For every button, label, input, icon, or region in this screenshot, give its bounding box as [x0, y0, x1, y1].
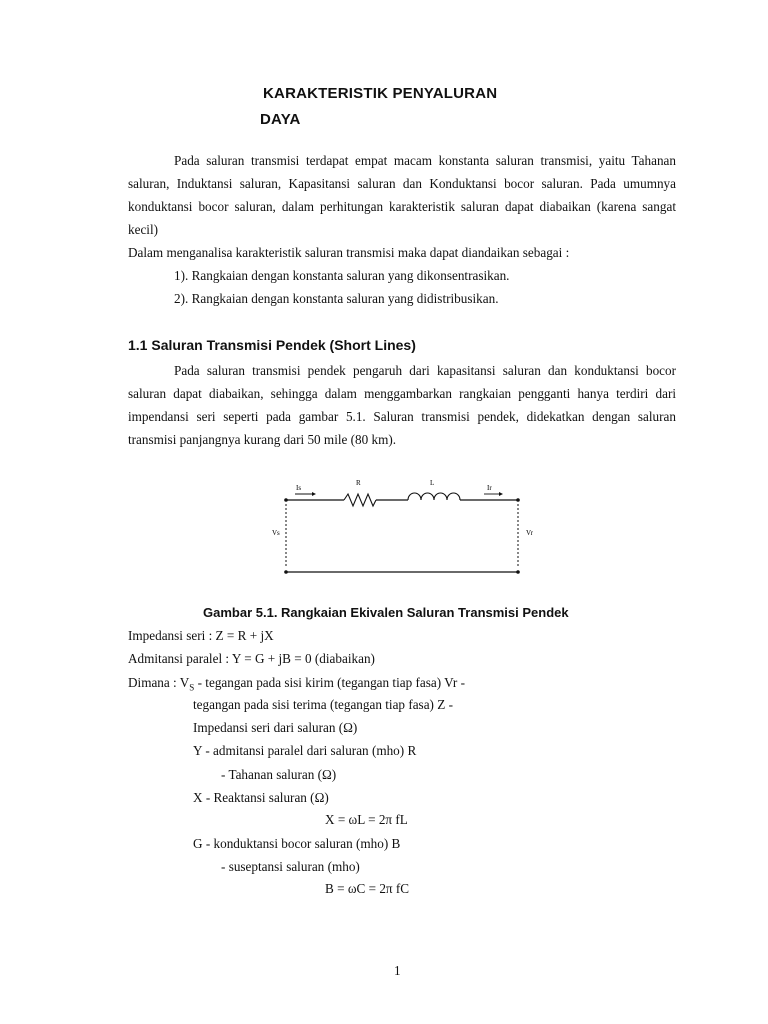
inductor-l	[408, 493, 460, 500]
dimana-prefix: Dimana : V	[128, 675, 190, 690]
eq-line-10: B = ωC = 2π fC	[325, 881, 410, 896]
dimana-subscript: S	[189, 682, 195, 693]
label-is: Is	[296, 484, 302, 492]
section-text: Pada saluran transmisi pendek pengaruh dari kapasitansi saluran dan konduktansi bocor saluran dapat diabaikan, sehingga dalam menggambarkan rangkaian pengganti hanya terdiri dari impendansi seri seperti pada gambar 5.1. Saluran transmisi pendek, didekatkan dengan saluran transmisi panjangnya kurang dari 50 mile (80 km).	[128, 363, 676, 447]
page-number: 1	[394, 963, 401, 978]
label-l: L	[430, 479, 435, 487]
label-vs: Vs	[272, 529, 280, 537]
eq-dimana	[128, 675, 465, 693]
eq-line-8: G - konduktansi bocor saluran (mho) B	[193, 836, 401, 851]
eq-impedansi: Impedansi seri : Z = R + jX	[128, 628, 274, 643]
ir-arrow-head	[499, 492, 503, 496]
eq-line-9: - suseptansi saluran (mho)	[221, 859, 360, 874]
intro-text: Pada saluran transmisi terdapat empat macam konstanta saluran transmisi, yaitu Tahanan saluran, Induktansi saluran, Kapasitansi saluran dan Konduktansi bocor saluran. Pada umumnya konduktansi bocor saluran, dalam perhitungan karakteristik saluran dapat diabaikan (karena sangat kecil)	[128, 153, 676, 237]
section-heading: 1.1 Saluran Transmisi Pendek (Short Lines)	[128, 337, 416, 353]
label-r: R	[356, 479, 361, 487]
figure-caption: Gambar 5.1. Rangkaian Ekivalen Saluran Transmisi Pendek	[203, 605, 569, 620]
eq-line-7: X = ωL = 2π fL	[325, 812, 408, 827]
node-bottom-left	[284, 570, 288, 574]
dimana-rest: - tegangan pada sisi kirim (tegangan tiap fasa) Vr -	[194, 675, 465, 690]
node-top-right	[516, 498, 520, 502]
node-bottom-right	[516, 570, 520, 574]
eq-line-4: Y - admitansi paralel dari saluran (mho) R	[193, 743, 417, 758]
eq-line-5: - Tahanan saluran (Ω)	[221, 767, 337, 782]
node-top-left	[284, 498, 288, 502]
intro-lead: Dalam menganalisa karakteristik saluran transmisi maka dapat diandaikan sebagai :	[128, 245, 570, 260]
title-line-2: DAYA	[260, 111, 301, 128]
eq-line-6: X - Reaktansi saluran (Ω)	[193, 790, 329, 805]
label-ir: Ir	[487, 484, 492, 492]
resistor-r	[344, 494, 376, 506]
intro-item-1: 1). Rangkaian dengan konstanta saluran yang dikonsentrasikan.	[174, 268, 510, 283]
eq-admitansi: Admitansi paralel : Y = G + jB = 0 (diabaikan)	[128, 651, 375, 666]
label-vr: Vr	[526, 529, 533, 537]
title-line-1: KARAKTERISTIK PENYALURAN	[263, 85, 498, 102]
intro-item-2: 2). Rangkaian dengan konstanta saluran yang didistribusikan.	[174, 291, 499, 306]
eq-line-2: tegangan pada sisi terima (tegangan tiap fasa) Z -	[193, 697, 453, 712]
short-line-circuit-diagram	[266, 474, 536, 584]
eq-line-3: Impedansi seri dari saluran (Ω)	[193, 720, 358, 735]
section-paragraph	[128, 359, 676, 451]
intro-paragraph	[128, 149, 676, 241]
is-arrow-head	[312, 492, 316, 496]
